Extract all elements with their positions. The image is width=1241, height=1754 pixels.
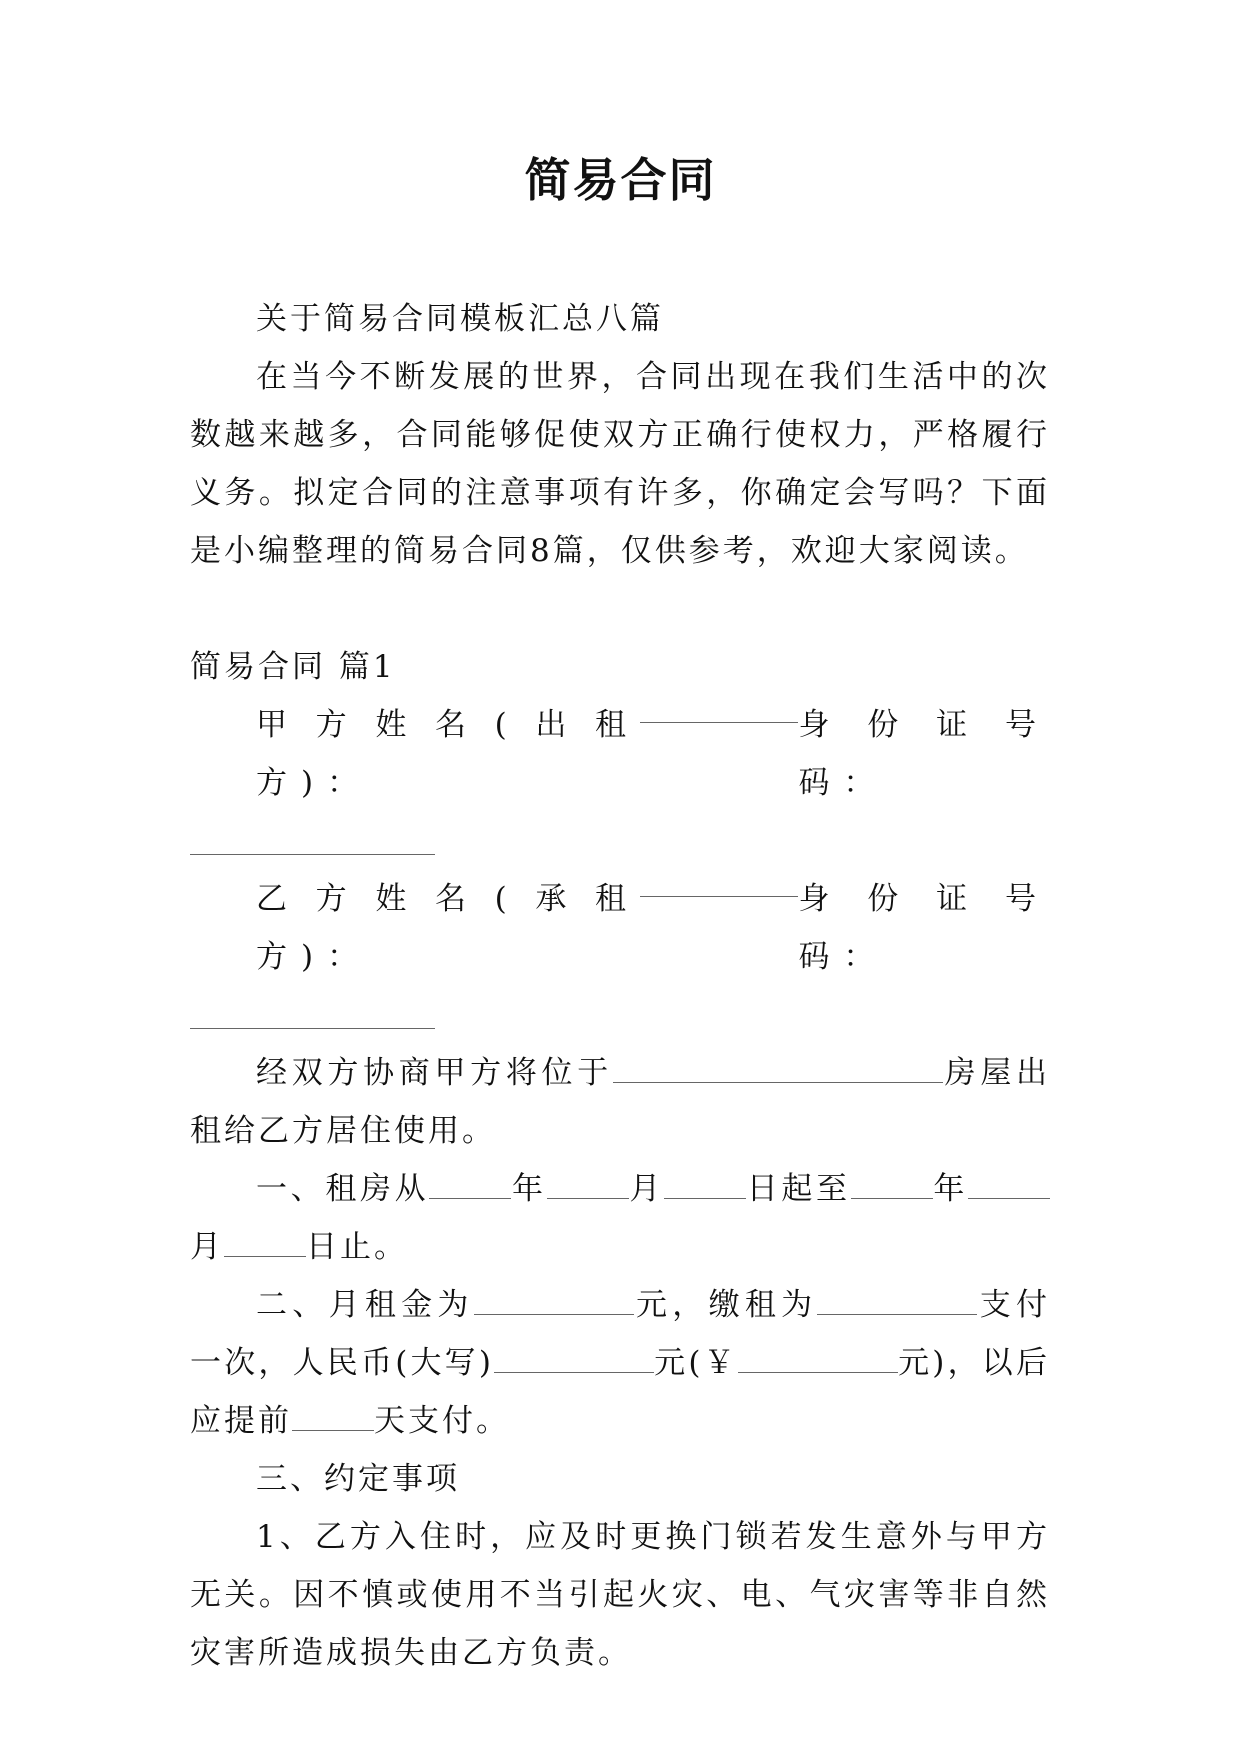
payment-period-blank xyxy=(817,1288,977,1315)
rent-unit: 元，缴租为 xyxy=(633,1287,818,1323)
monthly-rent-blank xyxy=(474,1288,634,1315)
party-a-id-blank xyxy=(190,828,435,855)
rent-pay: 支付一次，人民币(大写) xyxy=(190,1287,1051,1381)
term-end-label: 日止。 xyxy=(306,1229,408,1265)
party-a-id-label: 身份证号码： xyxy=(798,707,1050,801)
lease-paragraph xyxy=(190,1044,1050,1160)
intro-paragraph: 在当今不断发展的世界，合同出现在我们生活中的次数越来越多，合同能够促使双方正确行使权力，严格履行义务。拟定合同的注意事项有许多，你确定会写吗？下面是小编整理的简易合同8篇，仅供参考，欢迎大家阅读。 xyxy=(190,359,1050,569)
party-b-label: 乙方姓名(承租方)： xyxy=(256,881,641,975)
rent-yuan: 元(￥ xyxy=(653,1345,738,1381)
agreement-clause-1: 1、乙方入住时，应及时更换门锁若发生意外与甲方无关。因不慎或使用不当引起火灾、电、气灾害等非自然灾害所造成损失由乙方负责。 xyxy=(190,1519,1050,1671)
party-b-id-line xyxy=(190,986,1050,1044)
end-day-blank xyxy=(224,1230,306,1257)
rent-paragraph xyxy=(190,1276,1050,1450)
end-month-blank xyxy=(968,1172,1050,1199)
party-a-label: 甲方姓名(出租方)： xyxy=(256,707,641,801)
term-end-month-label: 月 xyxy=(190,1229,224,1265)
advance-days-blank xyxy=(292,1404,374,1431)
term-end-year-label: 年 xyxy=(932,1171,969,1207)
term-year-label: 年 xyxy=(511,1171,547,1207)
term-from-label: 日起至 xyxy=(746,1171,851,1207)
property-address-blank xyxy=(613,1056,943,1083)
rent-prefix: 二、月租金为 xyxy=(256,1287,474,1323)
term-month-label: 月 xyxy=(628,1171,665,1207)
lease-prefix: 经双方协商甲方将位于 xyxy=(256,1055,613,1091)
lease-suffix: 房屋出租给乙方居住使用。 xyxy=(190,1055,1051,1149)
term-paragraph xyxy=(190,1160,1050,1276)
agreement-heading: 三、约定事项 xyxy=(256,1461,460,1497)
party-b-id-label: 身份证号码： xyxy=(798,881,1050,975)
party-b-row xyxy=(190,870,1050,986)
start-month-blank xyxy=(547,1172,629,1199)
party-b-name-blank xyxy=(640,870,798,897)
section-heading: 简易合同 篇1 xyxy=(190,649,396,685)
party-a-row xyxy=(190,696,1050,812)
party-a-id-line xyxy=(190,812,1050,870)
intro-heading: 关于简易合同模板汇总八篇 xyxy=(256,301,664,337)
end-year-blank xyxy=(851,1172,933,1199)
rent-days: 天支付。 xyxy=(374,1403,510,1439)
document-title: 简易合同 xyxy=(524,153,717,207)
document-body xyxy=(190,290,1050,1682)
amount-words-blank xyxy=(494,1346,654,1373)
party-b-id-blank xyxy=(190,1002,435,1029)
amount-number-blank xyxy=(738,1346,898,1373)
rent-after: 元)，以后应提前 xyxy=(190,1345,1050,1439)
start-year-blank xyxy=(429,1172,511,1199)
term-prefix: 一、租房从 xyxy=(256,1171,430,1207)
start-day-blank xyxy=(664,1172,746,1199)
party-a-name-blank xyxy=(640,696,798,723)
